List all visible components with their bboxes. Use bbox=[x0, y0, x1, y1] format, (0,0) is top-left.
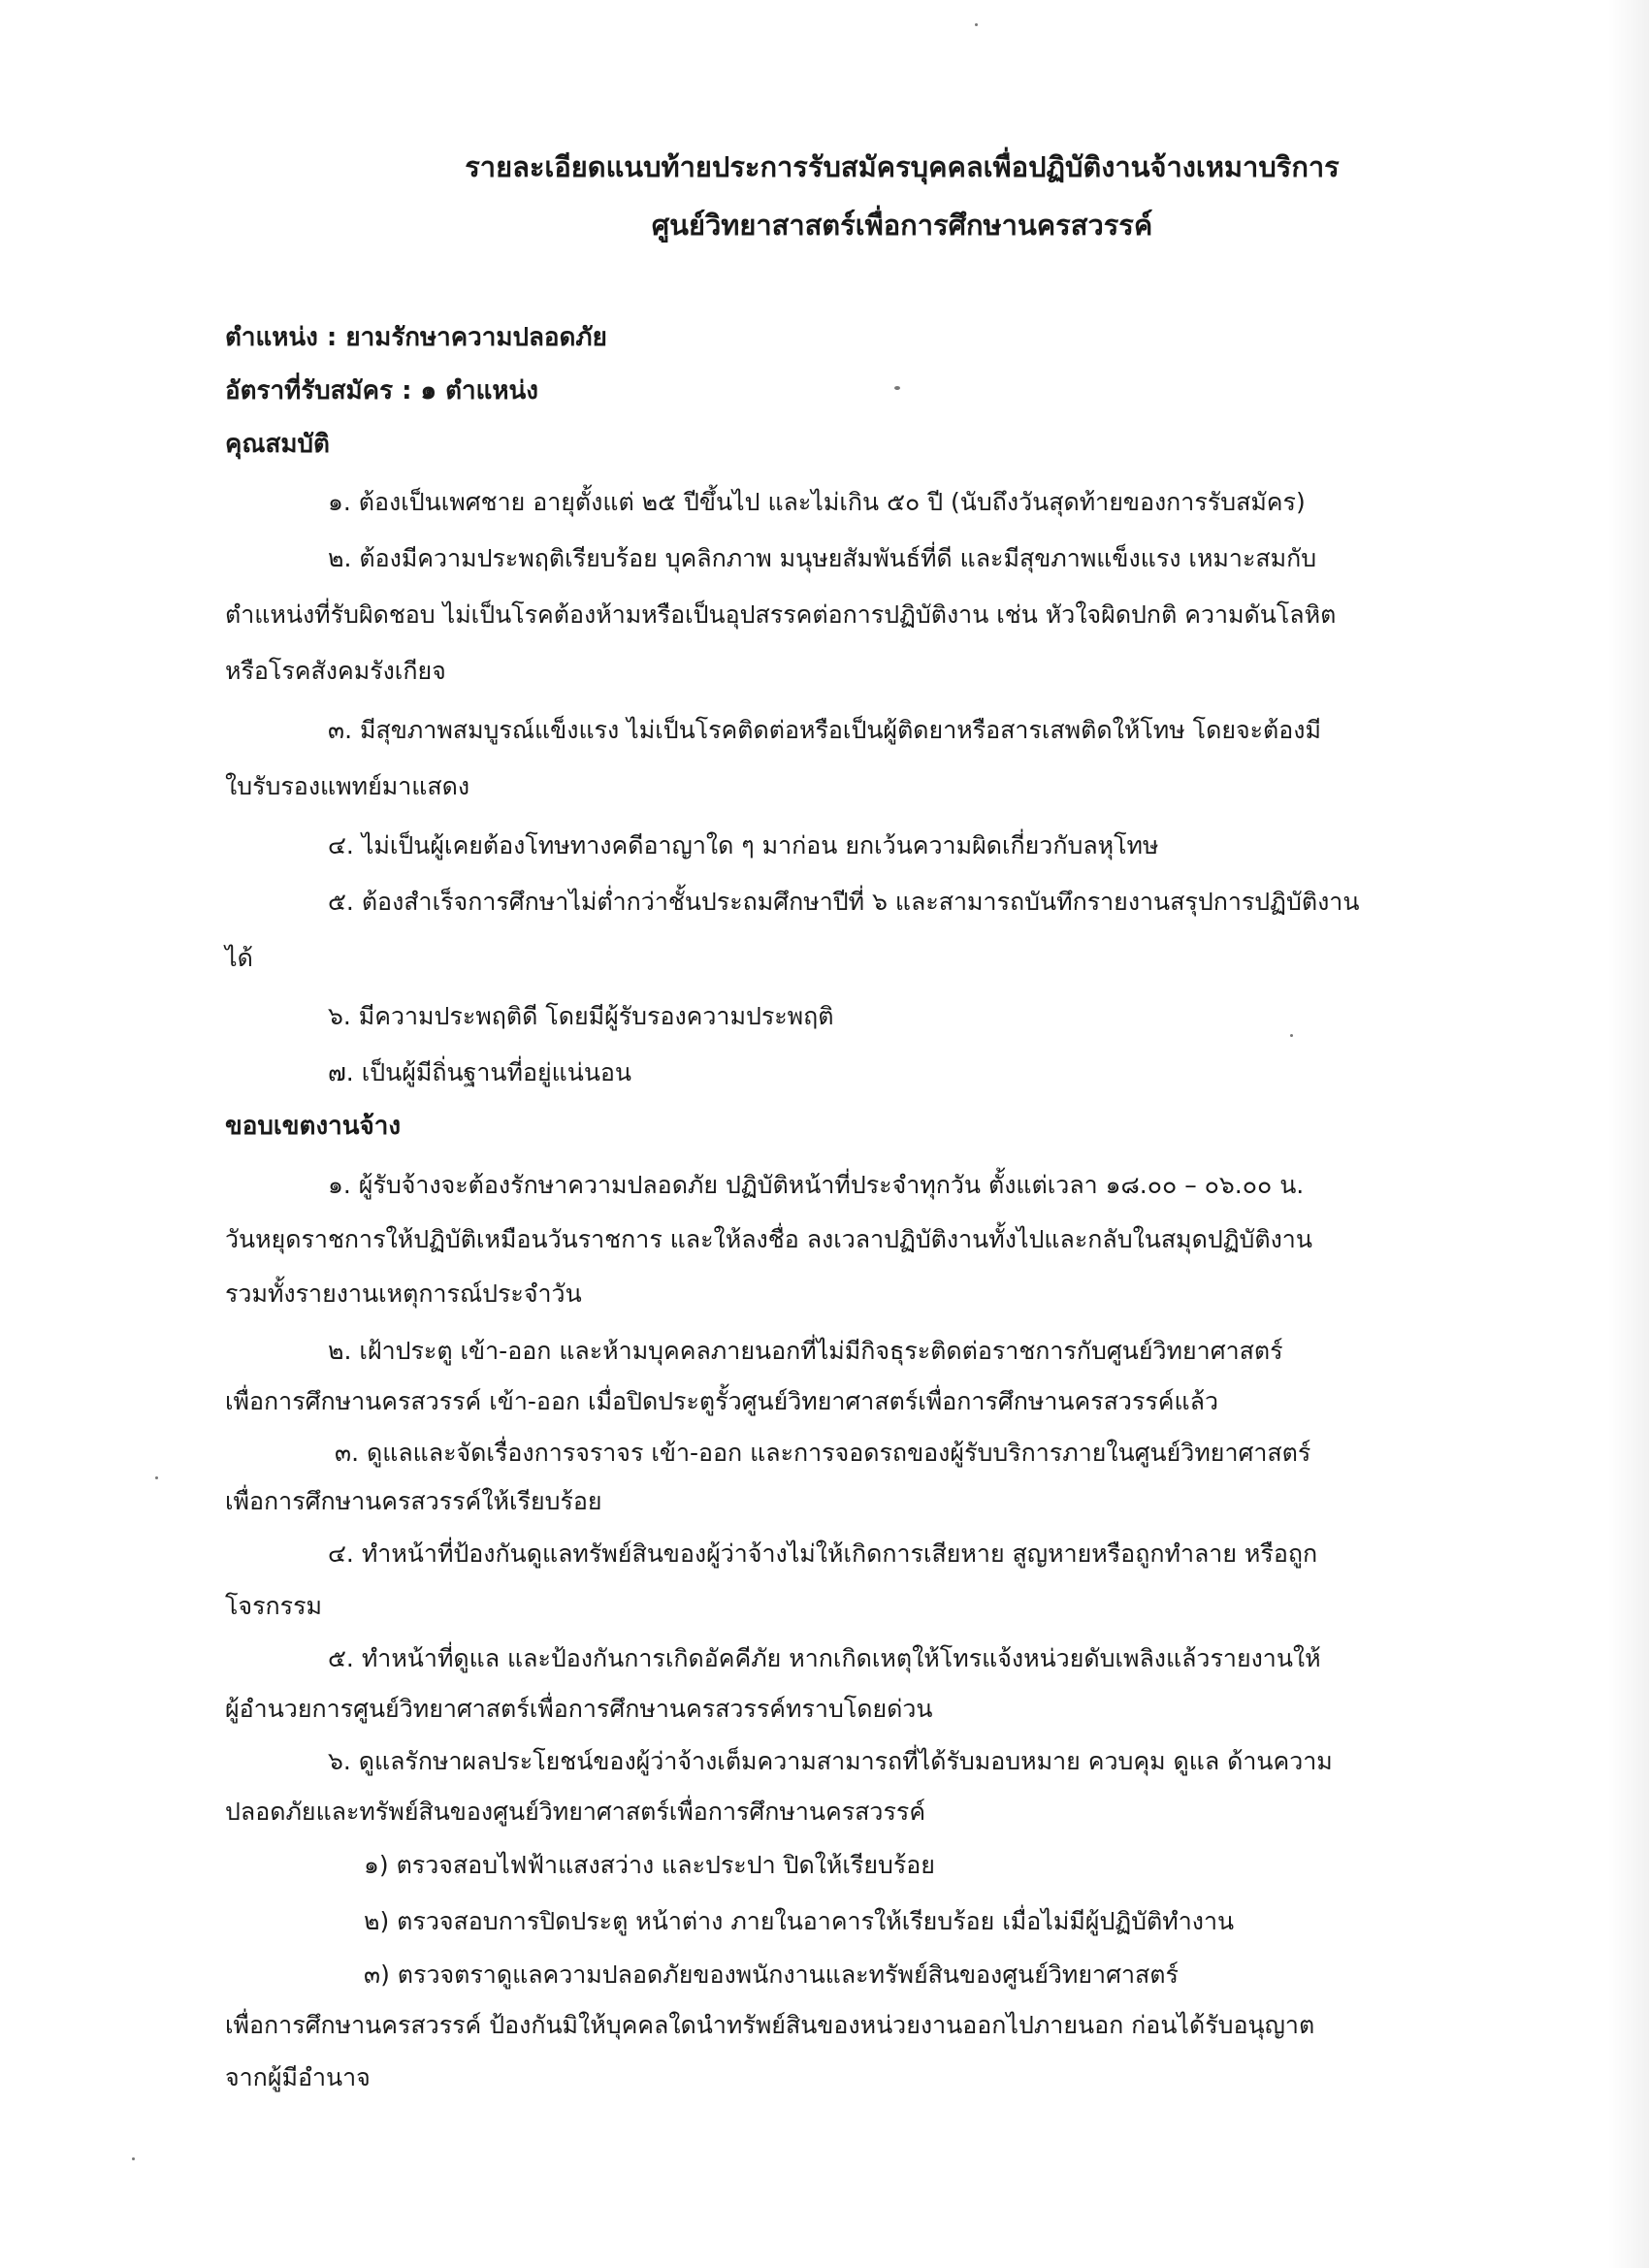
position-line: ตำแหน่ง : ยามรักษาความปลอดภัย bbox=[225, 323, 607, 352]
scan-speck bbox=[975, 23, 978, 26]
scope-6-sub-1: ๑) ตรวจสอบไฟฟ้าแสงสว่าง และประปา ปิดให้เรียบร้อย bbox=[364, 1851, 935, 1879]
scope-heading: ขอบเขตงานจ้าง bbox=[225, 1112, 402, 1141]
scope-1-line-1: ๑. ผู้รับจ้างจะต้องรักษาความปลอดภัย ปฏิบัติหน้าที่ประจำทุกวัน ตั้งแต่เวลา ๑๘.๐๐ – ๐๖.๐๐ น. bbox=[328, 1171, 1305, 1199]
scan-speck bbox=[155, 1476, 158, 1479]
qualification-2-line-3: หรือโรคสังคมรังเกียจ bbox=[225, 657, 446, 685]
qualifications-heading: คุณสมบัติ bbox=[225, 430, 330, 459]
qualification-7: ๗. เป็นผู้มีถิ่นฐานที่อยู่แน่นอน bbox=[328, 1058, 632, 1086]
scope-5-line-1: ๕. ทำหน้าที่ดูแล และป้องกันการเกิดอัคคีภัย หากเกิดเหตุให้โทรแจ้งหน่วยดับเพลิงแล้วรายงานให้ bbox=[328, 1644, 1321, 1672]
scope-2-line-1: ๒. เฝ้าประตู เข้า-ออก และห้ามบุคคลภายนอกที่ไม่มีกิจธุระติดต่อราชการกับศูนย์วิทยาศาสตร์ bbox=[328, 1337, 1283, 1365]
qualification-5-line-2: ได้ bbox=[225, 944, 253, 972]
scope-6-sub-3-line-3: จากผู้มีอำนาจ bbox=[225, 2063, 371, 2091]
scope-3-line-1: ๓. ดูแลและจัดเรื่องการจราจร เข้า-ออก และการจอดรถของผู้รับบริการภายในศูนย์วิทยาศาสตร์ bbox=[335, 1439, 1311, 1467]
qualification-5-line-1: ๕. ต้องสำเร็จการศึกษาไม่ต่ำกว่าชั้นประถมศึกษาปีที่ ๖ และสามารถบันทึกรายงานสรุปการปฏิบัติงาน bbox=[328, 888, 1360, 916]
scope-3-line-2: เพื่อการศึกษานครสวรรค์ให้เรียบร้อย bbox=[225, 1487, 602, 1515]
qualification-6: ๖. มีความประพฤติดี โดยมีผู้รับรองความประพฤติ bbox=[328, 1002, 834, 1030]
scope-6-sub-2: ๒) ตรวจสอบการปิดประตู หน้าต่าง ภายในอาคารให้เรียบร้อย เมื่อไม่มีผู้ปฏิบัติทำงาน bbox=[364, 1907, 1235, 1935]
scope-4-line-1: ๔. ทำหน้าที่ป้องกันดูแลทรัพย์สินของผู้ว่าจ้างไม่ให้เกิดการเสียหาย สูญหายหรือถูกทำลาย หรือถูก bbox=[328, 1539, 1318, 1568]
qualification-3-line-2: ใบรับรองแพทย์มาแสดง bbox=[225, 772, 470, 800]
scope-1-line-2: วันหยุดราชการให้ปฏิบัติเหมือนวันราชการ และให้ลงชื่อ ลงเวลาปฏิบัติงานทั้งไปและกลับในสมุดปฏิบัติงาน bbox=[225, 1225, 1312, 1253]
scan-edge bbox=[1608, 0, 1649, 2268]
scope-6-sub-3-line-2: เพื่อการศึกษานครสวรรค์ ป้องกันมิให้บุคคลใดนำทรัพย์สินของหน่วยงานออกไปภายนอก ก่อนได้รับอนุญาต bbox=[225, 2011, 1315, 2039]
scope-6-line-2: ปลอดภัยและทรัพย์สินของศูนย์วิทยาศาสตร์เพื่อการศึกษานครสวรรค์ bbox=[225, 1798, 926, 1826]
qualification-3-line-1: ๓. มีสุขภาพสมบูรณ์แข็งแรง ไม่เป็นโรคติดต่อหรือเป็นผู้ติดยาหรือสารเสพติดให้โทษ โดยจะต้องมี bbox=[328, 716, 1321, 744]
scope-2-line-2: เพื่อการศึกษานครสวรรค์ เข้า-ออก เมื่อปิดประตูรั้วศูนย์วิทยาศาสตร์เพื่อการศึกษานครสวรรค์แล้ว bbox=[225, 1387, 1218, 1415]
document-title-line-1: รายละเอียดแนบท้ายประการรับสมัครบุคคลเพื่อปฏิบัติงานจ้างเหมาบริการ bbox=[465, 150, 1340, 183]
scope-4-line-2: โจรกรรม bbox=[225, 1592, 322, 1620]
qualification-2-line-1: ๒. ต้องมีความประพฤติเรียบร้อย บุคลิกภาพ มนุษยสัมพันธ์ที่ดี และมีสุขภาพแข็งแรง เหมาะสมกับ bbox=[328, 544, 1317, 572]
scan-speck bbox=[894, 386, 900, 390]
qualification-2-line-2: ตำแหน่งที่รับผิดชอบ ไม่เป็นโรคต้องห้ามหรือเป็นอุปสรรคต่อการปฏิบัติงาน เช่น หัวใจผิดปกติ ความดันโลหิต bbox=[225, 600, 1337, 629]
scope-5-line-2: ผู้อำนวยการศูนย์วิทยาศาสตร์เพื่อการศึกษานครสวรรค์ทราบโดยด่วน bbox=[225, 1695, 933, 1723]
scope-1-line-3: รวมทั้งรายงานเหตุการณ์ประจำวัน bbox=[225, 1280, 582, 1308]
scan-speck bbox=[1290, 1034, 1293, 1037]
scope-6-sub-3-line-1: ๓) ตรวจตราดูแลความปลอดภัยของพนักงานและทรัพย์สินของศูนย์วิทยาศาสตร์ bbox=[364, 1960, 1179, 1989]
scan-speck bbox=[132, 2157, 135, 2160]
qualification-1: ๑. ต้องเป็นเพศชาย อายุตั้งแต่ ๒๕ ปีขึ้นไป และไม่เกิน ๕๐ ปี (นับถึงวันสุดท้ายของการรับสมัคร) bbox=[328, 488, 1306, 516]
qualification-4: ๔. ไม่เป็นผู้เคยต้องโทษทางคดีอาญาใด ๆ มาก่อน ยกเว้นความผิดเกี่ยวกับลหุโทษ bbox=[328, 831, 1159, 859]
document-title-line-2: ศูนย์วิทยาสาสตร์เพื่อการศึกษานครสวรรค์ bbox=[651, 209, 1153, 242]
scope-6-line-1: ๖. ดูแลรักษาผลประโยชน์ของผู้ว่าจ้างเต็มความสามารถที่ได้รับมอบหมาย ควบคุม ดูแล ด้านความ bbox=[328, 1747, 1333, 1775]
rate-line: อัตราที่รับสมัคร : ๑ ตำแหน่ง bbox=[225, 376, 538, 405]
